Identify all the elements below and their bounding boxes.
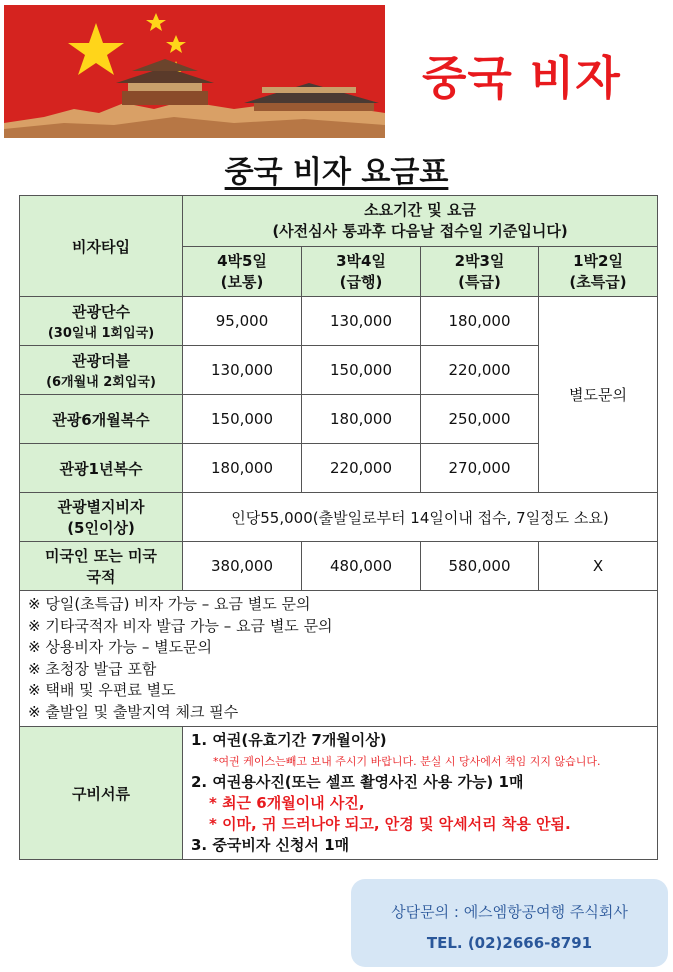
table-cell: 380,000 [183, 542, 302, 591]
period-fee-header [183, 196, 658, 247]
doc-note: * 이마, 귀 드러나야 되고, 안경 및 악세서리 착용 안됨. [209, 815, 571, 833]
visa-type-header: 비자타입 [20, 196, 183, 297]
table-cell: 270,000 [421, 444, 539, 493]
row-label: 관광1년복수 [20, 444, 183, 493]
list-item: 2. 여권용사진(또는 셀프 촬영사진 사용 가능) 1매 [191, 773, 524, 791]
list-item: ※ 출발일 및 출발지역 체크 필수 [28, 702, 239, 721]
table-cell: 130,000 [183, 346, 302, 395]
fee-table-title-text: 중국 비자 요금표 [224, 155, 449, 190]
row-label: 관광별지비자 (5인이상) [20, 493, 183, 542]
list-item: ※ 상용비자 가능 – 별도문의 [28, 638, 213, 656]
list-item: ※ 당일(초특급) 비자 가능 – 요금 별도 문의 [28, 595, 311, 613]
list-item: 1. 여권(유효기간 7개월이상) [191, 731, 387, 749]
table-cell: 180,000 [302, 395, 421, 444]
column-header-normal: 4박5일 (보통) [183, 247, 302, 297]
doc-note: *여권 케이스는빼고 보내 주시기 바랍니다. 분실 시 당사에서 책임 지지 않습니다. [213, 755, 601, 768]
china-flag-great-wall-image [4, 5, 385, 138]
table-cell: 220,000 [302, 444, 421, 493]
table-cell: 150,000 [183, 395, 302, 444]
list-item: ※ 기타국적자 비자 발급 가능 – 요금 별도 문의 [28, 616, 333, 635]
column-header-super: 1박2일 (초특급) [539, 247, 658, 297]
row-label: 관광단수 (30일내 1회입국) [20, 297, 183, 346]
row-label: 미국인 또는 미국 국적 [20, 542, 183, 591]
list-item: ※ 초청장 발급 포함 [28, 659, 157, 678]
contact-phone: TEL. (02)2666-8791 [426, 934, 593, 952]
table-cell: 180,000 [183, 444, 302, 493]
table-cell: X [539, 542, 658, 591]
row-label: 관광6개월복수 [20, 395, 183, 444]
table-row [20, 297, 658, 346]
table-cell: 150,000 [302, 346, 421, 395]
visa-fee-table [19, 195, 658, 860]
table-cell: 220,000 [421, 346, 539, 395]
table-cell: 580,000 [421, 542, 539, 591]
row-label: 관광더블 (6개월내 2회입국) [20, 346, 183, 395]
table-cell: 480,000 [302, 542, 421, 591]
table-cell: 180,000 [421, 297, 539, 346]
period-fee-header-line1: 소요기간 및 요금 [364, 201, 476, 219]
list-item: 3. 중국비자 신청서 1매 [191, 836, 350, 854]
doc-note: * 최근 6개월이내 사진, [209, 794, 365, 812]
required-docs-list [183, 727, 658, 860]
fee-table-title [0, 147, 673, 191]
column-header-special: 2박3일 (특급) [421, 247, 539, 297]
table-cell: 95,000 [183, 297, 302, 346]
list-item: ※ 택배 및 우편료 별도 [28, 681, 176, 699]
contact-box [351, 879, 668, 967]
page-title: 중국 비자 [422, 51, 621, 105]
separate-inquiry-cell: 별도문의 [539, 297, 658, 493]
period-fee-header-line2: (사전심사 통과후 다음날 접수일 기준입니다) [272, 222, 568, 240]
contact-company: 상담문의 : 에스엠항공여행 주식회사 [391, 903, 628, 921]
required-docs-label: 구비서류 [20, 727, 183, 860]
table-cell: 130,000 [302, 297, 421, 346]
group-visa-value: 인당55,000(출발일로부터 14일이내 접수, 7일정도 소요) [183, 493, 658, 542]
table-cell: 250,000 [421, 395, 539, 444]
table-row [20, 542, 658, 591]
table-row [20, 493, 658, 542]
column-header-express: 3박4일 (급행) [302, 247, 421, 297]
notes-list [20, 591, 658, 727]
